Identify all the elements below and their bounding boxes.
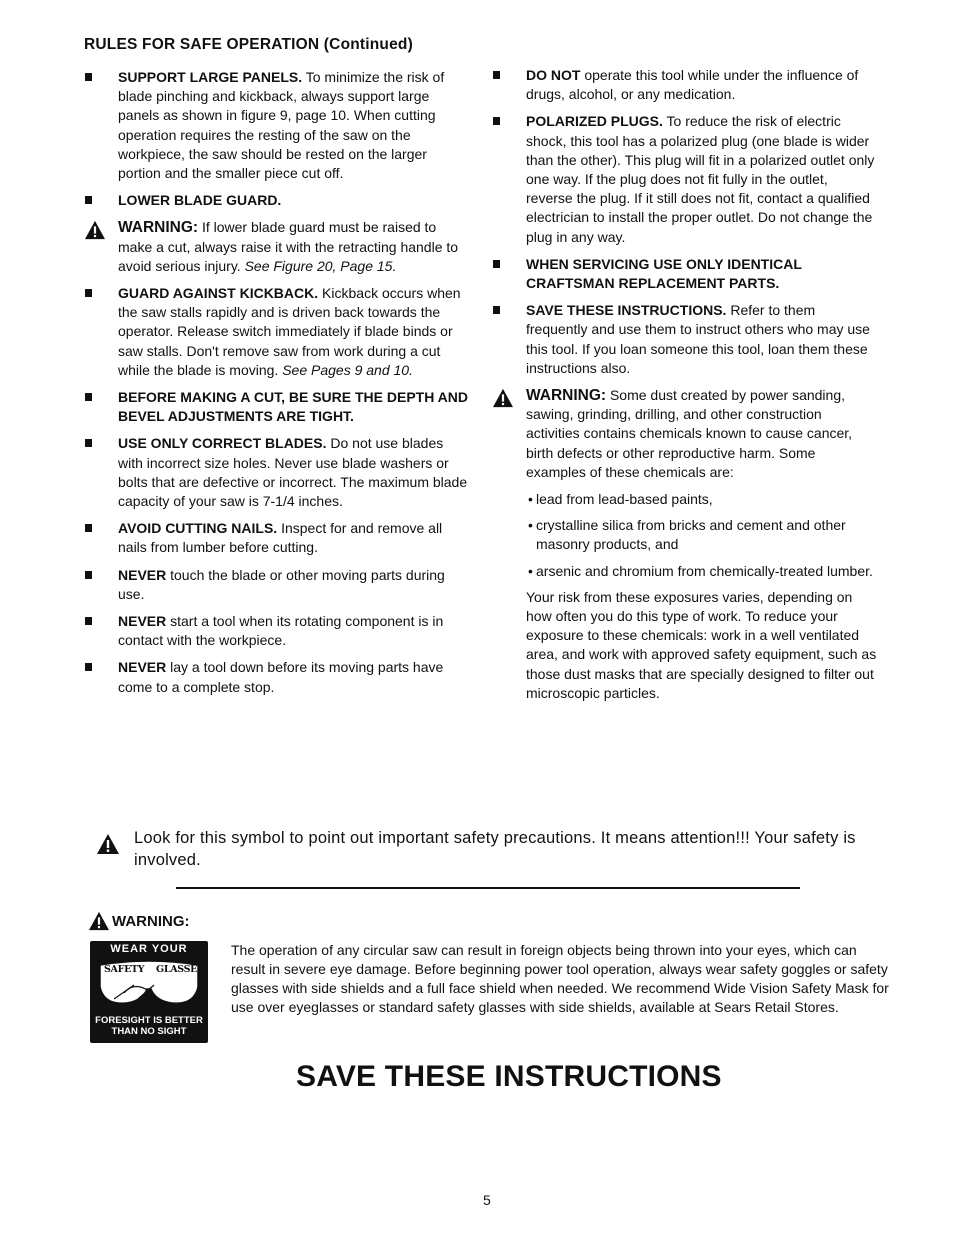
safety-glasses-badge bbox=[90, 941, 208, 1043]
rule-head: NEVER bbox=[118, 613, 167, 630]
rule-text: operate this tool while under the influence of drugs, alcohol, or any medication. bbox=[526, 67, 859, 103]
badge-top-text: WEAR YOUR bbox=[110, 943, 188, 955]
attention-text: Look for this symbol to point out important safety precautions. It means attention!!! Your safety is involved. bbox=[134, 829, 856, 869]
left-column bbox=[84, 68, 469, 705]
rule-guard-against-kickback bbox=[84, 284, 469, 380]
bullet-dot-icon: • bbox=[528, 491, 533, 508]
bullet-square-icon bbox=[85, 663, 92, 671]
rule-never-touch bbox=[84, 566, 469, 604]
chemical-text: lead from lead-based paints, bbox=[536, 491, 713, 508]
warning-text: If lower blade guard must be raised to make a cut, always raise it with the retracting handle to avoid serious injury. bbox=[118, 219, 459, 274]
warning-triangle-icon bbox=[492, 388, 514, 408]
rule-head: SAVE THESE INSTRUCTIONS. bbox=[526, 302, 727, 319]
bullet-square-icon bbox=[493, 260, 500, 268]
bullet-square-icon bbox=[85, 73, 92, 81]
rule-text: To reduce the risk of electric shock, this tool has a polarized plug (one blade is wider than the other). This plug will fit in a polarized outlet only one way. If the plug does not fit fully in the outlet, reverse the plug. If it still does not fit, contact a qualified electrician to install the proper outlet. Do not change the plug in any way. bbox=[526, 113, 875, 245]
warning-triangle-icon bbox=[84, 220, 106, 240]
risk-paragraph: Your risk from these exposures varies, depending on how often you do this type of work. To reduce your exposure to these chemicals: work in a well ventilated area, and work with approved safety equipment, such as those dust masks that are specially designed to filter out microscopic particles. bbox=[526, 588, 877, 701]
rule-head: AVOID CUTTING NAILS. bbox=[118, 520, 278, 537]
rule-avoid-cutting-nails bbox=[84, 519, 469, 557]
bullet-square-icon bbox=[85, 571, 92, 579]
bullet-dot-icon: • bbox=[528, 517, 533, 534]
warning-label: WARNING: bbox=[118, 219, 199, 237]
chemical-item bbox=[492, 490, 877, 509]
badge-bottom-text bbox=[90, 1015, 208, 1037]
bullet-square-icon bbox=[85, 196, 92, 204]
badge-safety-text: SAFETY bbox=[104, 964, 145, 975]
rule-head: WHEN SERVICING USE ONLY IDENTICAL CRAFTSMAN REPLACEMENT PARTS. bbox=[526, 255, 802, 292]
rule-lower-blade-guard bbox=[84, 191, 469, 210]
bullet-square-icon bbox=[493, 117, 500, 125]
badge-bottom-line-1: FORESIGHT IS BETTER bbox=[95, 1015, 203, 1026]
save-instructions-heading: SAVE THESE INSTRUCTIONS bbox=[296, 1060, 722, 1093]
rule-never-start bbox=[84, 612, 469, 650]
badge-glasses-text: GLASSES bbox=[156, 964, 204, 975]
rule-text: lay a tool down before its moving parts have come to a complete stop. bbox=[118, 659, 444, 695]
rule-text: Kickback occurs when the saw stalls rapidly and is driven back towards the operator. Release switch immediately if blade binds or saw stalls. Don't remove saw from work during a cut while the blade is moving. bbox=[118, 285, 461, 378]
rule-text: To minimize the risk of blade pinching and kickback, always support large panels as shown in figure 9, page 10. When cutting operation requires the resting of the saw on the workpiece, the saw should be rested on the larger portion and the smaller piece cut off. bbox=[118, 69, 445, 182]
rule-head: GUARD AGAINST KICKBACK. bbox=[118, 285, 319, 302]
chemical-item bbox=[492, 516, 877, 554]
rule-head: SUPPORT LARGE PANELS. bbox=[118, 69, 303, 85]
warning-text: Some dust created by power sanding, sawing, grinding, drilling, and other construction activities contains chemicals known to cause cancer, birth defects or other reproductive harm. Some examples of these chemicals are: bbox=[526, 387, 853, 480]
eye-warning-text: The operation of any circular saw can result in foreign objects being thrown into your eyes, which can result in severe eye damage. Before beginning power tool operation, always wear safety goggles or safety glasses with side shields and a full face shield when needed. We recommend Wide Vision Safety Mask for use over eyeglasses or standard safety glasses with side shields, available at Sears Retail Stores. bbox=[231, 942, 889, 1015]
rule-text: start a tool when its rotating component is in contact with the workpiece. bbox=[118, 613, 444, 649]
rule-do-not bbox=[492, 66, 877, 104]
rule-text: Refer to them frequently and use them to instruct others who may use this tool. If you loan someone this tool, loan them these instructions also. bbox=[526, 302, 870, 376]
rule-head: DO NOT bbox=[526, 67, 581, 83]
eye-warning-heading bbox=[88, 909, 190, 930]
rule-support-large-panels bbox=[84, 68, 469, 183]
warning-dust bbox=[492, 386, 877, 482]
bullet-square-icon bbox=[493, 306, 500, 314]
rule-head: NEVER bbox=[118, 566, 167, 583]
chemical-text: arsenic and chromium from chemically-treated lumber. bbox=[536, 562, 873, 579]
warning-reference: See Figure 20, Page 15. bbox=[244, 257, 397, 274]
rule-head: POLARIZED PLUGS. bbox=[526, 113, 663, 130]
attention-note bbox=[96, 827, 896, 871]
warning-label: WARNING: bbox=[112, 913, 190, 930]
rule-head: LOWER BLADE GUARD. bbox=[118, 192, 282, 209]
bullet-square-icon bbox=[85, 289, 92, 297]
rule-text: Inspect for and remove all nails from lumber before cutting. bbox=[118, 520, 443, 556]
rule-polarized-plugs bbox=[492, 112, 877, 246]
bullet-square-icon bbox=[85, 439, 92, 447]
badge-bottom-line-2: THAN NO SIGHT bbox=[111, 1026, 187, 1037]
rule-servicing bbox=[492, 255, 877, 293]
rule-head: USE ONLY CORRECT BLADES. bbox=[118, 435, 327, 452]
section-title: RULES FOR SAFE OPERATION (Continued) bbox=[84, 36, 413, 53]
rule-save-instructions bbox=[492, 301, 877, 378]
bullet-square-icon bbox=[85, 617, 92, 625]
warning-label: WARNING: bbox=[526, 387, 607, 405]
bullet-square-icon bbox=[85, 524, 92, 532]
rule-text: touch the blade or other moving parts during use. bbox=[118, 566, 445, 602]
divider-rule bbox=[176, 887, 800, 889]
rule-never-lay-down bbox=[84, 658, 469, 696]
chemical-text: crystalline silica from bricks and cement and other masonry products, and bbox=[536, 517, 846, 553]
chemical-item bbox=[492, 562, 877, 581]
rule-head: BEFORE MAKING A CUT, BE SURE THE DEPTH AND BEVEL ADJUSTMENTS ARE TIGHT. bbox=[118, 389, 469, 425]
right-column bbox=[492, 66, 877, 711]
warning-lower-guard bbox=[84, 218, 469, 276]
rule-text: Do not use blades with incorrect size holes. Never use blade washers or bolts that are defective or incorrect. The maximum blade capacity of your saw is 7-1/4 inches. bbox=[118, 435, 468, 510]
rule-before-making-cut bbox=[84, 388, 469, 426]
bullet-dot-icon: • bbox=[528, 562, 533, 579]
warning-triangle-icon bbox=[88, 911, 110, 931]
rule-correct-blades bbox=[84, 434, 469, 511]
bullet-square-icon bbox=[493, 71, 500, 79]
warning-triangle-icon bbox=[96, 833, 120, 855]
bullet-square-icon bbox=[85, 393, 92, 401]
rule-head: NEVER bbox=[118, 659, 167, 676]
page-number: 5 bbox=[483, 1192, 491, 1208]
rule-reference: See Pages 9 and 10. bbox=[282, 361, 413, 378]
